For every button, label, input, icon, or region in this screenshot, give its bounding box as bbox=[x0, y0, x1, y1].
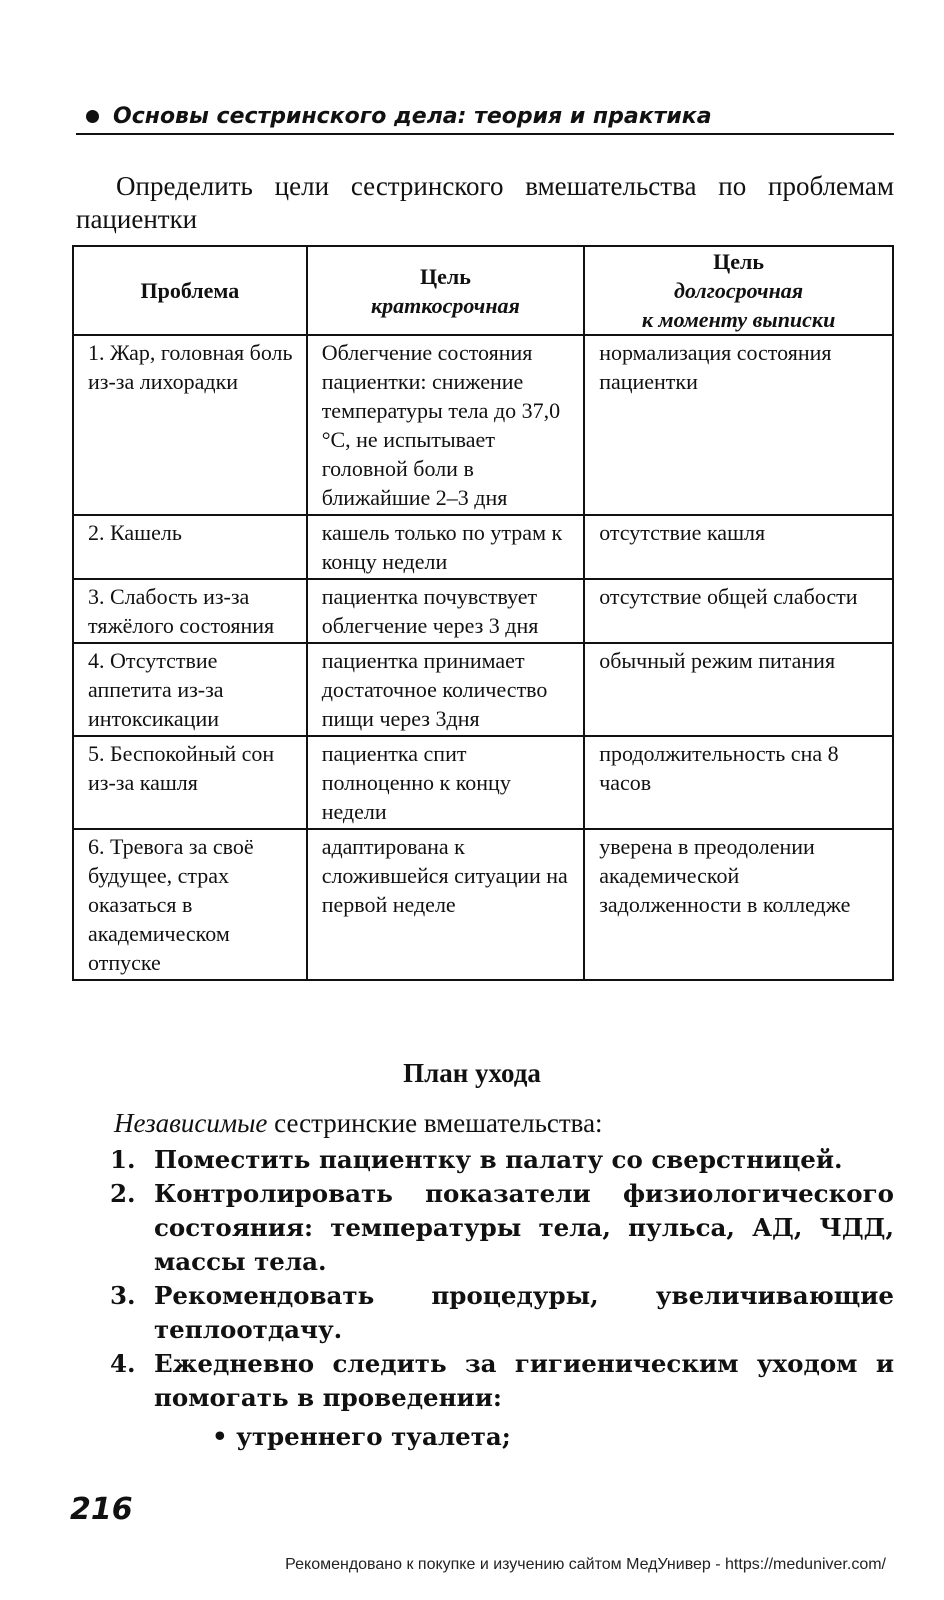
cell-short-goal: пациентка принимает достаточное количество пищи через 3дня bbox=[307, 643, 585, 736]
cell-problem: 6. Тревога за своё будущее, страх оказаться в академическом отпуске bbox=[73, 829, 307, 980]
running-header bbox=[76, 104, 894, 135]
plan-title: План ухода bbox=[403, 1058, 541, 1088]
cell-short-goal: кашель только по утрам к концу недели bbox=[307, 515, 585, 579]
item-number: 1. bbox=[110, 1145, 136, 1174]
item-number: 2. bbox=[110, 1179, 136, 1208]
cell-problem: 4. Отсутствие аппетита из-за интоксикации bbox=[73, 643, 307, 736]
table-row bbox=[73, 736, 893, 829]
cell-problem: 2. Кашель bbox=[73, 515, 307, 579]
header-title: Основы сестринского дела: теория и практика bbox=[113, 104, 712, 129]
cell-short-goal: адаптирована к сложившейся ситуации на первой неделе bbox=[307, 829, 585, 980]
header-long-goal bbox=[584, 246, 893, 335]
list-item bbox=[110, 1279, 894, 1347]
footer-note: Рекомендовано к покупке и изучению сайтом МедУнивер - https://meduniver.com/ bbox=[285, 1556, 886, 1573]
cell-long-goal: обычный режим питания bbox=[584, 643, 893, 736]
intro-paragraph: Определить цели сестринского вмешательства по проблемам пациентки bbox=[76, 171, 894, 234]
table-header-row bbox=[73, 246, 893, 335]
item-text: Поместить пациентку в палату со сверстницей. bbox=[154, 1145, 843, 1174]
cell-short-goal: пациентка почувствует облегчение через 3 дня bbox=[307, 579, 585, 643]
cell-problem: 3. Слабость из-за тяжёлого состояния bbox=[73, 579, 307, 643]
sub-bullet-item: • утреннего туалета; bbox=[212, 1422, 511, 1451]
list-item bbox=[110, 1177, 894, 1279]
cell-short-goal: пациентка спит полноценно к концу недели bbox=[307, 736, 585, 829]
plan-intro-italic: Независимые bbox=[114, 1108, 268, 1138]
cell-long-goal: нормализация состояния пациентки bbox=[584, 335, 893, 515]
cell-long-goal: отсутствие общей слабости bbox=[584, 579, 893, 643]
cell-short-goal: Облегчение состояния пациентки: снижение температуры тела до 37,0 °С, не испытывает головной боли в ближайшие 2–3 дня bbox=[307, 335, 585, 515]
header-short-goal bbox=[307, 246, 585, 335]
page-number: 216 bbox=[70, 1492, 133, 1527]
header-long-sub1: долгосрочная bbox=[674, 278, 804, 303]
bullet-icon bbox=[86, 110, 99, 123]
plan-list bbox=[110, 1143, 894, 1415]
plan-intro-rest: сестринские вмешательства: bbox=[267, 1108, 603, 1138]
plan-intro bbox=[114, 1108, 603, 1139]
table-row bbox=[73, 643, 893, 736]
header-long-sub2: к моменту выписки bbox=[641, 307, 836, 332]
table-row bbox=[73, 829, 893, 980]
list-item bbox=[110, 1347, 894, 1415]
list-item bbox=[110, 1143, 894, 1177]
header-problem: Проблема bbox=[73, 246, 307, 335]
cell-long-goal: уверена в преодолении академической задолженности в колледже bbox=[584, 829, 893, 980]
cell-problem: 5. Беспокойный сон из-за кашля bbox=[73, 736, 307, 829]
header-long-title: Цель bbox=[713, 249, 765, 274]
item-number: 3. bbox=[110, 1281, 136, 1310]
header-short-sub: краткосрочная bbox=[371, 292, 520, 318]
header-short-title: Цель bbox=[420, 263, 471, 289]
goals-table bbox=[72, 245, 894, 981]
item-text: Контролировать показатели физиологического состояния: температуры тела, пульса, АД, ЧДД, массы тела. bbox=[154, 1179, 894, 1276]
table-row bbox=[73, 579, 893, 643]
table-row bbox=[73, 335, 893, 515]
cell-long-goal: отсутствие кашля bbox=[584, 515, 893, 579]
cell-problem: 1. Жар, головная боль из-за лихорадки bbox=[73, 335, 307, 515]
item-number: 4. bbox=[110, 1349, 136, 1378]
cell-long-goal: продолжительность сна 8 часов bbox=[584, 736, 893, 829]
item-text: Рекомендовать процедуры, увеличивающие теплоотдачу. bbox=[154, 1281, 894, 1344]
table-row bbox=[73, 515, 893, 579]
item-text: Ежедневно следить за гигиеническим уходом и помогать в проведении: bbox=[154, 1349, 894, 1412]
